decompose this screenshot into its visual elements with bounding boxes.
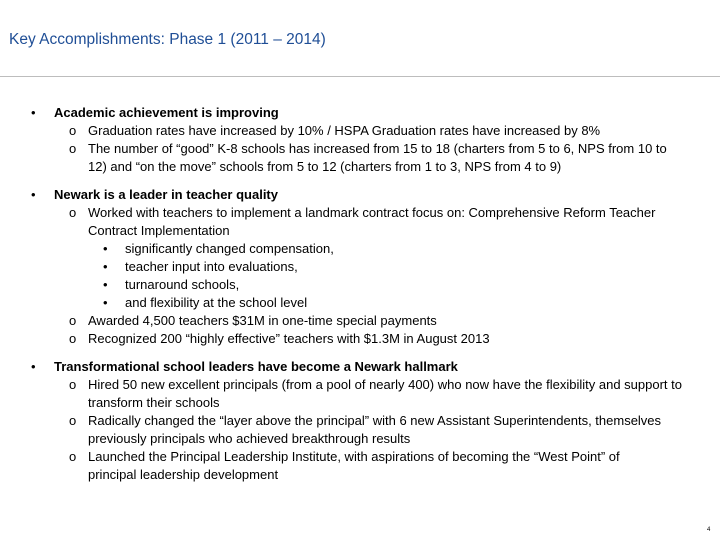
section-teacher-quality [0, 186, 720, 348]
circle-bullet-icon: o [69, 141, 77, 156]
list-item: o Awarded 4,500 teachers $31M in one-time special payments [69, 313, 437, 328]
list-item: o Launched the Principal Leadership Institute, with aspirations of becoming the “West Point” of principal leadership development [69, 449, 620, 482]
page-number: 4 [707, 527, 711, 533]
circle-bullet-icon: o [69, 377, 77, 392]
section-heading: • Newark is a leader in teacher quality [31, 187, 278, 202]
slide-body [0, 104, 720, 484]
list-item: o Radically changed the “layer above the principal” with 6 new Assistant Superintendents, themselves previously principals who achieved breakthrough results [69, 413, 662, 446]
circle-bullet-icon: o [69, 313, 77, 328]
sub-list-item: • significantly changed compensation, [103, 241, 334, 256]
bullet-icon: • [103, 259, 108, 274]
section-academic-achievement [0, 104, 720, 176]
list-item: o Worked with teachers to implement a landmark contract focus on: Comprehensive Reform Teacher Contract Implementation [69, 205, 656, 238]
bullet-icon: • [31, 359, 36, 374]
list-item: o The number of “good” K-8 schools has increased from 15 to 18 (charters from 5 to 6, NPS from 10 to 12) and “on the move” schools from 5 to 12 (charters from 1 to 3, NPS from 4 to 9) [69, 141, 667, 174]
list-item: o Recognized 200 “highly effective” teachers with $1.3M in August 2013 [69, 331, 490, 346]
circle-bullet-icon: o [69, 449, 77, 464]
section-heading: • Academic achievement is improving [31, 105, 279, 120]
list-item: o Hired 50 new excellent principals (from a pool of nearly 400) who now have the flexibility and support to transform their schools [69, 377, 682, 410]
bullet-icon: • [103, 295, 108, 310]
section-heading: • Transformational school leaders have become a Newark hallmark [31, 359, 458, 374]
bullet-icon: • [103, 241, 108, 256]
circle-bullet-icon: o [69, 413, 77, 428]
title-divider [0, 76, 720, 77]
bullet-icon: • [103, 277, 108, 292]
bullet-icon: • [31, 187, 36, 202]
sub-list-item: • turnaround schools, [103, 277, 240, 292]
list-item: o Graduation rates have increased by 10% / HSPA Graduation rates have increased by 8% [69, 123, 601, 138]
bullet-icon: • [31, 105, 36, 120]
slide-title: Key Accomplishments: Phase 1 (2011 – 2014) [9, 31, 326, 48]
sub-list-item: • teacher input into evaluations, [103, 259, 298, 274]
section-school-leaders [0, 358, 720, 484]
circle-bullet-icon: o [69, 331, 77, 346]
circle-bullet-icon: o [69, 123, 77, 138]
sub-list-item: • and flexibility at the school level [103, 295, 308, 310]
circle-bullet-icon: o [69, 205, 77, 220]
